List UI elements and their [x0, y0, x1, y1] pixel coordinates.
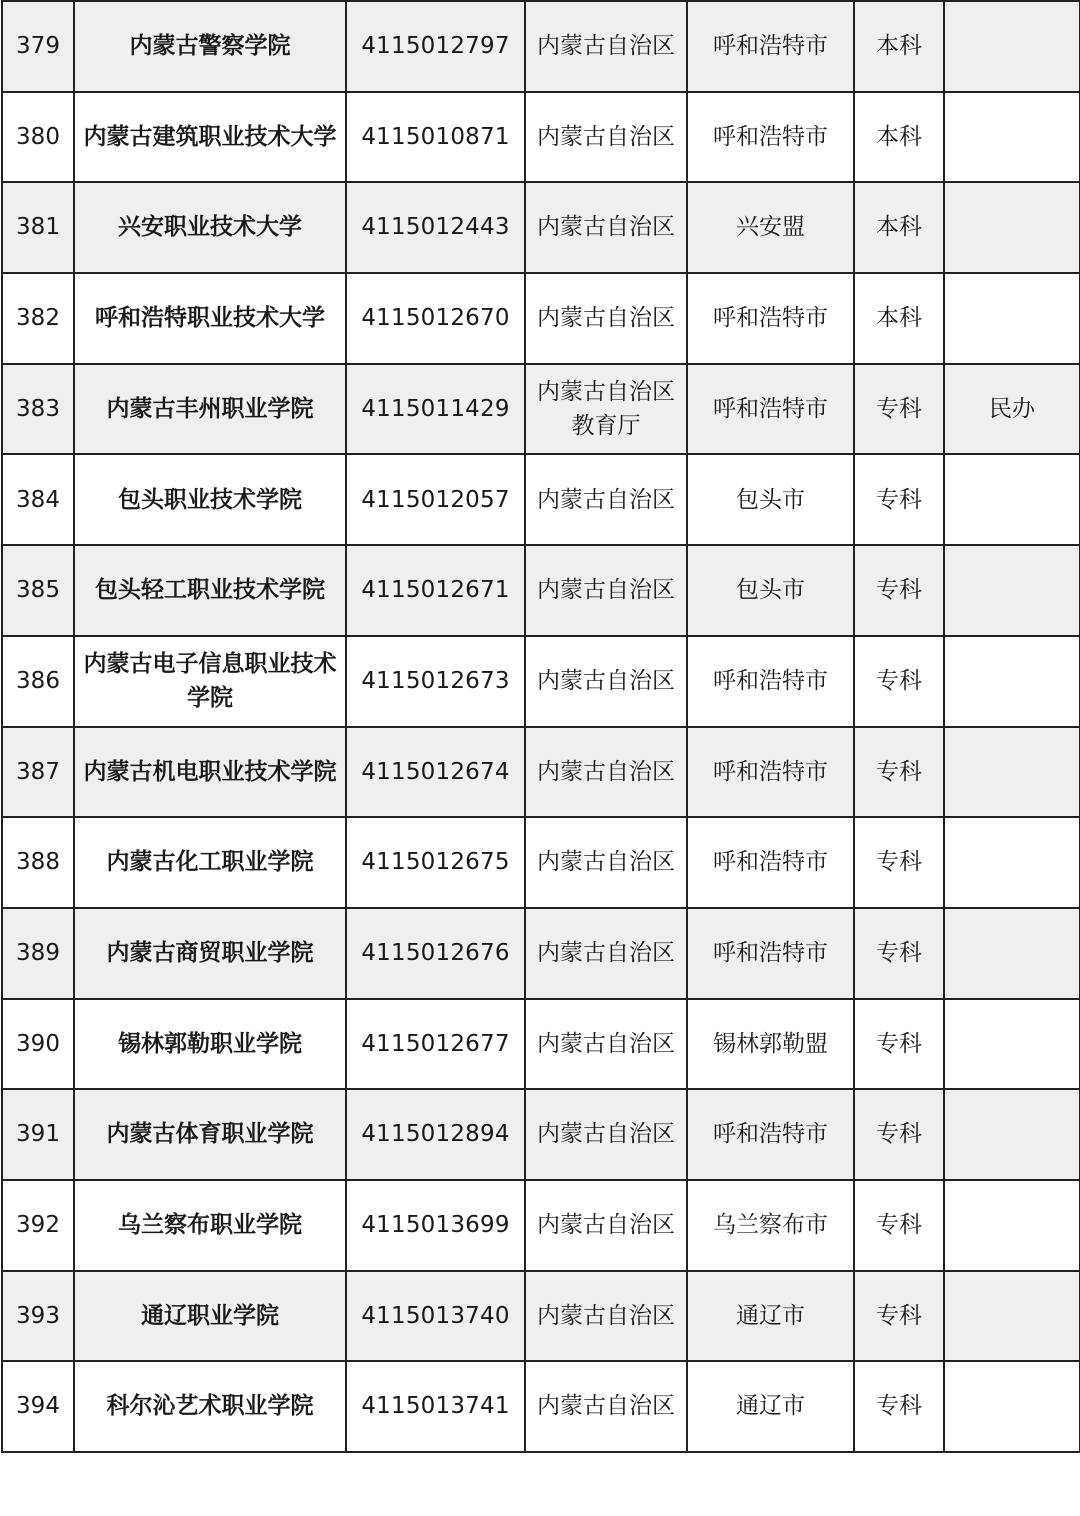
level-cell: 专科 [854, 908, 944, 999]
school-name-cell: 内蒙古丰州职业学院 [74, 364, 346, 455]
school-name-cell: 通辽职业学院 [74, 1271, 346, 1362]
authority-cell: 内蒙古自治区 [525, 999, 687, 1090]
school-code-cell: 4115011429 [346, 364, 525, 455]
level-cell: 本科 [854, 1, 944, 92]
school-code-cell: 4115012673 [346, 636, 525, 727]
authority-cell: 内蒙古自治区 [525, 92, 687, 183]
row-index-cell: 393 [2, 1271, 74, 1362]
note-cell [944, 545, 1080, 636]
school-name-cell: 内蒙古体育职业学院 [74, 1089, 346, 1180]
city-cell: 通辽市 [687, 1271, 854, 1362]
city-cell: 呼和浩特市 [687, 636, 854, 727]
city-cell: 呼和浩特市 [687, 1089, 854, 1180]
school-code-cell: 4115012443 [346, 182, 525, 273]
level-cell: 专科 [854, 545, 944, 636]
school-code-cell: 4115012057 [346, 454, 525, 545]
note-cell [944, 999, 1080, 1090]
school-code-cell: 4115012797 [346, 1, 525, 92]
note-cell [944, 1180, 1080, 1271]
row-index-cell: 389 [2, 908, 74, 999]
row-index-cell: 382 [2, 273, 74, 364]
level-cell: 专科 [854, 1180, 944, 1271]
note-cell [944, 1271, 1080, 1362]
authority-cell: 内蒙古自治区 [525, 817, 687, 908]
city-cell: 呼和浩特市 [687, 1, 854, 92]
table-row [2, 1180, 1080, 1271]
note-cell [944, 273, 1080, 364]
level-cell: 专科 [854, 364, 944, 455]
row-index-cell: 392 [2, 1180, 74, 1271]
row-index-cell: 383 [2, 364, 74, 455]
city-cell: 包头市 [687, 545, 854, 636]
level-cell: 专科 [854, 817, 944, 908]
table-row [2, 1089, 1080, 1180]
note-cell [944, 1, 1080, 92]
school-name-cell: 内蒙古警察学院 [74, 1, 346, 92]
school-code-cell: 4115012671 [346, 545, 525, 636]
level-cell: 专科 [854, 1271, 944, 1362]
school-code-cell: 4115012674 [346, 727, 525, 818]
note-cell [944, 636, 1080, 727]
city-cell: 锡林郭勒盟 [687, 999, 854, 1090]
note-cell [944, 1361, 1080, 1452]
row-index-cell: 387 [2, 727, 74, 818]
authority-cell: 内蒙古自治区 [525, 182, 687, 273]
table-row [2, 727, 1080, 818]
school-code-cell: 4115012676 [346, 908, 525, 999]
table-row [2, 92, 1080, 183]
level-cell: 专科 [854, 727, 944, 818]
city-cell: 呼和浩特市 [687, 273, 854, 364]
city-cell: 包头市 [687, 454, 854, 545]
row-index-cell: 385 [2, 545, 74, 636]
school-name-cell: 内蒙古化工职业学院 [74, 817, 346, 908]
row-index-cell: 388 [2, 817, 74, 908]
table-row [2, 454, 1080, 545]
level-cell: 本科 [854, 92, 944, 183]
school-name-cell: 内蒙古商贸职业学院 [74, 908, 346, 999]
level-cell: 本科 [854, 182, 944, 273]
school-name-cell: 科尔沁艺术职业学院 [74, 1361, 346, 1452]
table-row [2, 182, 1080, 273]
authority-cell: 内蒙古自治区 [525, 273, 687, 364]
level-cell: 专科 [854, 636, 944, 727]
city-cell: 兴安盟 [687, 182, 854, 273]
level-cell: 专科 [854, 454, 944, 545]
table-row [2, 364, 1080, 455]
note-cell [944, 727, 1080, 818]
table-row [2, 999, 1080, 1090]
city-cell: 通辽市 [687, 1361, 854, 1452]
school-name-cell: 内蒙古建筑职业技术大学 [74, 92, 346, 183]
city-cell: 呼和浩特市 [687, 364, 854, 455]
level-cell: 专科 [854, 1361, 944, 1452]
city-cell: 呼和浩特市 [687, 92, 854, 183]
authority-cell: 内蒙古自治区 [525, 454, 687, 545]
school-name-cell: 内蒙古电子信息职业技术学院 [74, 636, 346, 727]
table-body [2, 1, 1080, 1452]
school-code-cell: 4115010871 [346, 92, 525, 183]
note-cell [944, 92, 1080, 183]
university-table [1, 0, 1080, 1453]
school-name-cell: 呼和浩特职业技术大学 [74, 273, 346, 364]
level-cell: 专科 [854, 1089, 944, 1180]
table-row [2, 1, 1080, 92]
table-row [2, 817, 1080, 908]
city-cell: 呼和浩特市 [687, 817, 854, 908]
school-code-cell: 4115012894 [346, 1089, 525, 1180]
authority-cell: 内蒙古自治区 [525, 636, 687, 727]
table-row [2, 636, 1080, 727]
row-index-cell: 381 [2, 182, 74, 273]
table-row [2, 273, 1080, 364]
note-cell [944, 1089, 1080, 1180]
row-index-cell: 379 [2, 1, 74, 92]
school-name-cell: 包头职业技术学院 [74, 454, 346, 545]
authority-cell: 内蒙古自治区 [525, 1180, 687, 1271]
note-cell [944, 182, 1080, 273]
table-row [2, 545, 1080, 636]
school-name-cell: 包头轻工职业技术学院 [74, 545, 346, 636]
row-index-cell: 380 [2, 92, 74, 183]
school-name-cell: 乌兰察布职业学院 [74, 1180, 346, 1271]
level-cell: 本科 [854, 273, 944, 364]
table-row [2, 908, 1080, 999]
note-cell [944, 817, 1080, 908]
city-cell: 乌兰察布市 [687, 1180, 854, 1271]
table-row [2, 1271, 1080, 1362]
school-code-cell: 4115012677 [346, 999, 525, 1090]
school-code-cell: 4115013741 [346, 1361, 525, 1452]
note-cell [944, 908, 1080, 999]
row-index-cell: 394 [2, 1361, 74, 1452]
row-index-cell: 390 [2, 999, 74, 1090]
note-cell [944, 454, 1080, 545]
school-name-cell: 兴安职业技术大学 [74, 182, 346, 273]
school-name-cell: 锡林郭勒职业学院 [74, 999, 346, 1090]
note-cell: 民办 [944, 364, 1080, 455]
school-code-cell: 4115012675 [346, 817, 525, 908]
school-code-cell: 4115012670 [346, 273, 525, 364]
row-index-cell: 386 [2, 636, 74, 727]
authority-cell: 内蒙古自治区教育厅 [525, 364, 687, 455]
table-row [2, 1361, 1080, 1452]
authority-cell: 内蒙古自治区 [525, 908, 687, 999]
authority-cell: 内蒙古自治区 [525, 545, 687, 636]
level-cell: 专科 [854, 999, 944, 1090]
authority-cell: 内蒙古自治区 [525, 1, 687, 92]
row-index-cell: 391 [2, 1089, 74, 1180]
authority-cell: 内蒙古自治区 [525, 1271, 687, 1362]
city-cell: 呼和浩特市 [687, 727, 854, 818]
school-code-cell: 4115013740 [346, 1271, 525, 1362]
authority-cell: 内蒙古自治区 [525, 727, 687, 818]
school-name-cell: 内蒙古机电职业技术学院 [74, 727, 346, 818]
row-index-cell: 384 [2, 454, 74, 545]
city-cell: 呼和浩特市 [687, 908, 854, 999]
authority-cell: 内蒙古自治区 [525, 1089, 687, 1180]
authority-cell: 内蒙古自治区 [525, 1361, 687, 1452]
school-code-cell: 4115013699 [346, 1180, 525, 1271]
